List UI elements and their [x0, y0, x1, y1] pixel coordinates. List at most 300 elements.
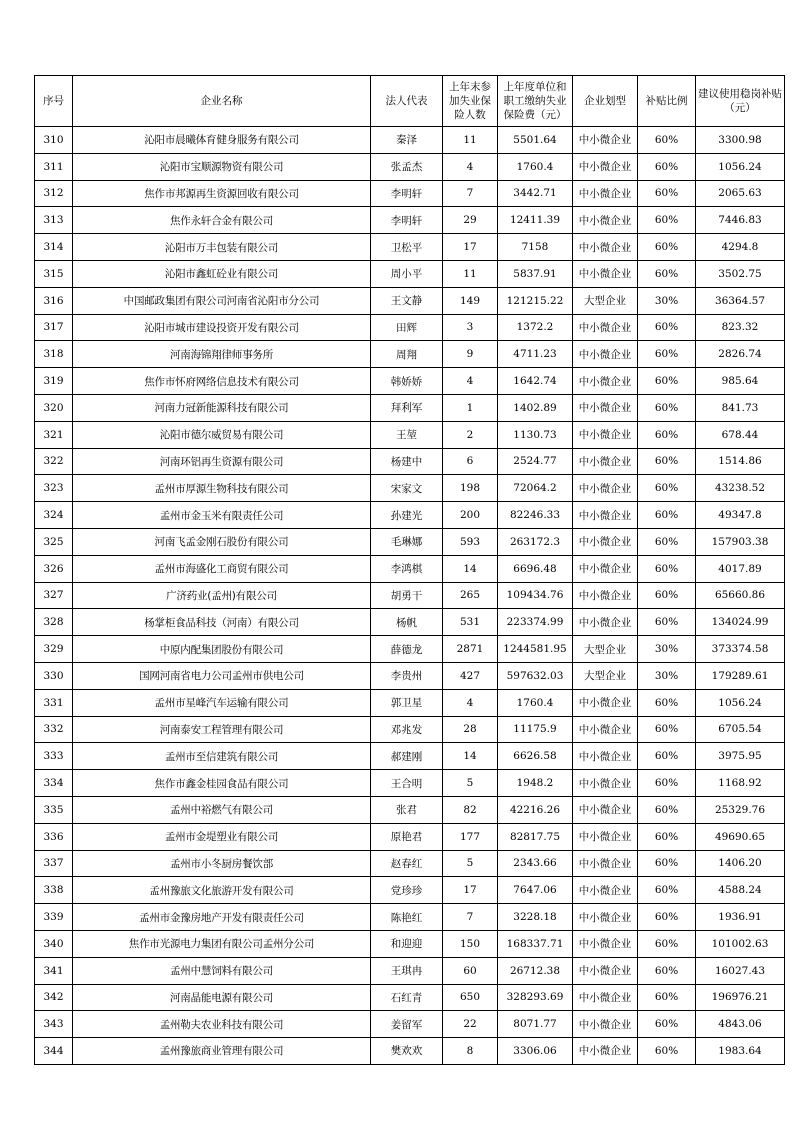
- index-cell: 332: [35, 716, 73, 743]
- subsidy-amount-cell: 49347.8: [696, 502, 785, 529]
- insured-count-cell: 427: [443, 662, 498, 689]
- premium-cell: 72064.2: [498, 475, 573, 502]
- subsidy-amount-cell: 3975.95: [696, 743, 785, 770]
- subsidy-ratio-cell: 60%: [638, 716, 696, 743]
- subsidy-amount-cell: 3300.98: [696, 127, 785, 154]
- index-cell: 320: [35, 394, 73, 421]
- legal-rep-cell: 周翔: [371, 341, 443, 368]
- enterprise-type-cell: 中小微企业: [573, 877, 638, 904]
- premium-cell: 1948.2: [498, 770, 573, 797]
- col-header-company: 企业名称: [73, 76, 371, 127]
- subsidy-ratio-cell: 60%: [638, 609, 696, 636]
- subsidy-amount-cell: 841.73: [696, 394, 785, 421]
- legal-rep-cell: 李明轩: [371, 180, 443, 207]
- company-name-cell: 孟州中慧饲料有限公司: [73, 957, 371, 984]
- insured-count-cell: 200: [443, 502, 498, 529]
- index-cell: 315: [35, 260, 73, 287]
- subsidy-ratio-cell: 60%: [638, 1011, 696, 1038]
- subsidy-amount-cell: 3502.75: [696, 260, 785, 287]
- legal-rep-cell: 和迎迎: [371, 930, 443, 957]
- insured-count-cell: 149: [443, 287, 498, 314]
- table-row: [35, 287, 785, 314]
- company-name-cell: 沁阳市鑫虹砼业有限公司: [73, 260, 371, 287]
- index-cell: 333: [35, 743, 73, 770]
- company-name-cell: 沁阳市万丰包装有限公司: [73, 234, 371, 261]
- header-row: [35, 76, 785, 127]
- enterprise-type-cell: 大型企业: [573, 636, 638, 663]
- premium-cell: 2524.77: [498, 448, 573, 475]
- company-name-cell: 焦作市邦源再生资源回收有限公司: [73, 180, 371, 207]
- enterprise-type-cell: 中小微企业: [573, 394, 638, 421]
- legal-rep-cell: 邓兆发: [371, 716, 443, 743]
- subsidy-amount-cell: 4017.89: [696, 555, 785, 582]
- index-cell: 342: [35, 984, 73, 1011]
- legal-rep-cell: 李贵州: [371, 662, 443, 689]
- index-cell: 328: [35, 609, 73, 636]
- premium-cell: 82817.75: [498, 823, 573, 850]
- enterprise-type-cell: 中小微企业: [573, 609, 638, 636]
- premium-cell: 3306.06: [498, 1038, 573, 1065]
- col-header-enterprise-type: 企业划型: [573, 76, 638, 127]
- subsidy-ratio-cell: 60%: [638, 528, 696, 555]
- legal-rep-cell: 原艳君: [371, 823, 443, 850]
- index-cell: 327: [35, 582, 73, 609]
- subsidy-ratio-cell: 60%: [638, 475, 696, 502]
- legal-rep-cell: 宋家文: [371, 475, 443, 502]
- enterprise-type-cell: 中小微企业: [573, 555, 638, 582]
- insured-count-cell: 1: [443, 394, 498, 421]
- premium-cell: 8071.77: [498, 1011, 573, 1038]
- subsidy-ratio-cell: 60%: [638, 877, 696, 904]
- index-cell: 330: [35, 662, 73, 689]
- legal-rep-cell: 党珍珍: [371, 877, 443, 904]
- insured-count-cell: 17: [443, 234, 498, 261]
- col-header-legal-rep: 法人代表: [371, 76, 443, 127]
- company-name-cell: 孟州市金堤塑业有限公司: [73, 823, 371, 850]
- legal-rep-cell: 孙建光: [371, 502, 443, 529]
- table-row: [35, 850, 785, 877]
- table-row: [35, 930, 785, 957]
- enterprise-type-cell: 中小微企业: [573, 475, 638, 502]
- table-row: [35, 394, 785, 421]
- company-name-cell: 杨掌柜食品科技（河南）有限公司: [73, 609, 371, 636]
- company-name-cell: 孟州豫旅文化旅游开发有限公司: [73, 877, 371, 904]
- legal-rep-cell: 毛琳娜: [371, 528, 443, 555]
- enterprise-type-cell: 中小微企业: [573, 341, 638, 368]
- subsidy-ratio-cell: 60%: [638, 314, 696, 341]
- premium-cell: 109434.76: [498, 582, 573, 609]
- table-row: [35, 1011, 785, 1038]
- index-cell: 341: [35, 957, 73, 984]
- insured-count-cell: 8: [443, 1038, 498, 1065]
- company-name-cell: 孟州豫旅商业管理有限公司: [73, 1038, 371, 1065]
- col-header-premium: 上年度单位和职工缴纳失业保险费（元）: [498, 76, 573, 127]
- insured-count-cell: 17: [443, 877, 498, 904]
- enterprise-type-cell: 大型企业: [573, 287, 638, 314]
- insured-count-cell: 593: [443, 528, 498, 555]
- subsidy-ratio-cell: 60%: [638, 421, 696, 448]
- company-name-cell: 焦作永轩合金有限公司: [73, 207, 371, 234]
- subsidy-table: [34, 75, 785, 1065]
- index-cell: 337: [35, 850, 73, 877]
- enterprise-type-cell: 中小微企业: [573, 207, 638, 234]
- subsidy-ratio-cell: 60%: [638, 207, 696, 234]
- insured-count-cell: 4: [443, 689, 498, 716]
- company-name-cell: 河南海锦翔律师事务所: [73, 341, 371, 368]
- enterprise-type-cell: 中小微企业: [573, 448, 638, 475]
- premium-cell: 263172.3: [498, 528, 573, 555]
- enterprise-type-cell: 中小微企业: [573, 127, 638, 154]
- subsidy-ratio-cell: 60%: [638, 260, 696, 287]
- enterprise-type-cell: 中小微企业: [573, 1038, 638, 1065]
- subsidy-amount-cell: 25329.76: [696, 796, 785, 823]
- legal-rep-cell: 王文静: [371, 287, 443, 314]
- enterprise-type-cell: 中小微企业: [573, 421, 638, 448]
- company-name-cell: 河南飞孟金刚石股份有限公司: [73, 528, 371, 555]
- enterprise-type-cell: 中小微企业: [573, 984, 638, 1011]
- company-name-cell: 国网河南省电力公司孟州市供电公司: [73, 662, 371, 689]
- legal-rep-cell: 韩娇娇: [371, 368, 443, 395]
- premium-cell: 26712.38: [498, 957, 573, 984]
- index-cell: 318: [35, 341, 73, 368]
- index-cell: 317: [35, 314, 73, 341]
- company-name-cell: 河南泰安工程管理有限公司: [73, 716, 371, 743]
- subsidy-ratio-cell: 60%: [638, 689, 696, 716]
- enterprise-type-cell: 中小微企业: [573, 689, 638, 716]
- enterprise-type-cell: 中小微企业: [573, 930, 638, 957]
- company-name-cell: 沁阳市宝顺源物资有限公司: [73, 153, 371, 180]
- premium-cell: 1642.74: [498, 368, 573, 395]
- subsidy-amount-cell: 1168.92: [696, 770, 785, 797]
- subsidy-ratio-cell: 60%: [638, 930, 696, 957]
- enterprise-type-cell: 中小微企业: [573, 260, 638, 287]
- subsidy-amount-cell: 2065.63: [696, 180, 785, 207]
- company-name-cell: 孟州市厚源生物科技有限公司: [73, 475, 371, 502]
- index-cell: 323: [35, 475, 73, 502]
- company-name-cell: 河南环铝再生资源有限公司: [73, 448, 371, 475]
- subsidy-amount-cell: 373374.58: [696, 636, 785, 663]
- table-row: [35, 770, 785, 797]
- table-row: [35, 1038, 785, 1065]
- col-header-subsidy-amount: 建议使用稳岗补贴（元）: [696, 76, 785, 127]
- subsidy-ratio-cell: 60%: [638, 957, 696, 984]
- subsidy-ratio-cell: 60%: [638, 341, 696, 368]
- index-cell: 322: [35, 448, 73, 475]
- table-row: [35, 260, 785, 287]
- enterprise-type-cell: 中小微企业: [573, 180, 638, 207]
- premium-cell: 82246.33: [498, 502, 573, 529]
- subsidy-ratio-cell: 60%: [638, 368, 696, 395]
- table-row: [35, 127, 785, 154]
- company-name-cell: 河南力冠新能源科技有限公司: [73, 394, 371, 421]
- insured-count-cell: 150: [443, 930, 498, 957]
- premium-cell: 7647.06: [498, 877, 573, 904]
- premium-cell: 3442.71: [498, 180, 573, 207]
- insured-count-cell: 6: [443, 448, 498, 475]
- legal-rep-cell: 拜利军: [371, 394, 443, 421]
- subsidy-ratio-cell: 60%: [638, 743, 696, 770]
- company-name-cell: 孟州市至信建筑有限公司: [73, 743, 371, 770]
- company-name-cell: 孟州市金豫房地产开发有限责任公司: [73, 904, 371, 931]
- subsidy-amount-cell: 1406.20: [696, 850, 785, 877]
- index-cell: 329: [35, 636, 73, 663]
- index-cell: 336: [35, 823, 73, 850]
- subsidy-amount-cell: 49690.65: [696, 823, 785, 850]
- subsidy-ratio-cell: 60%: [638, 770, 696, 797]
- legal-rep-cell: 郭卫星: [371, 689, 443, 716]
- enterprise-type-cell: 中小微企业: [573, 957, 638, 984]
- subsidy-amount-cell: 65660.86: [696, 582, 785, 609]
- legal-rep-cell: 杨帆: [371, 609, 443, 636]
- company-name-cell: 中原内配集团股份有限公司: [73, 636, 371, 663]
- index-cell: 340: [35, 930, 73, 957]
- subsidy-ratio-cell: 60%: [638, 448, 696, 475]
- index-cell: 319: [35, 368, 73, 395]
- subsidy-ratio-cell: 60%: [638, 555, 696, 582]
- subsidy-amount-cell: 179289.61: [696, 662, 785, 689]
- insured-count-cell: 7: [443, 904, 498, 931]
- subsidy-ratio-cell: 60%: [638, 502, 696, 529]
- index-cell: 314: [35, 234, 73, 261]
- premium-cell: 6696.48: [498, 555, 573, 582]
- subsidy-ratio-cell: 60%: [638, 823, 696, 850]
- enterprise-type-cell: 中小微企业: [573, 850, 638, 877]
- enterprise-type-cell: 中小微企业: [573, 743, 638, 770]
- insured-count-cell: 14: [443, 555, 498, 582]
- insured-count-cell: 3: [443, 314, 498, 341]
- enterprise-type-cell: 中小微企业: [573, 1011, 638, 1038]
- insured-count-cell: 650: [443, 984, 498, 1011]
- insured-count-cell: 29: [443, 207, 498, 234]
- table-row: [35, 609, 785, 636]
- premium-cell: 1372.2: [498, 314, 573, 341]
- company-name-cell: 沁阳市城市建设投资开发有限公司: [73, 314, 371, 341]
- premium-cell: 223374.99: [498, 609, 573, 636]
- col-header-index: 序号: [35, 76, 73, 127]
- index-cell: 343: [35, 1011, 73, 1038]
- insured-count-cell: 2871: [443, 636, 498, 663]
- insured-count-cell: 60: [443, 957, 498, 984]
- enterprise-type-cell: 中小微企业: [573, 716, 638, 743]
- subsidy-amount-cell: 196976.21: [696, 984, 785, 1011]
- subsidy-amount-cell: 1056.24: [696, 153, 785, 180]
- company-name-cell: 焦作市怀府网络信息技术有限公司: [73, 368, 371, 395]
- insured-count-cell: 177: [443, 823, 498, 850]
- subsidy-amount-cell: 43238.52: [696, 475, 785, 502]
- premium-cell: 121215.22: [498, 287, 573, 314]
- subsidy-ratio-cell: 30%: [638, 636, 696, 663]
- subsidy-amount-cell: 36364.57: [696, 287, 785, 314]
- legal-rep-cell: 卫松平: [371, 234, 443, 261]
- insured-count-cell: 22: [443, 1011, 498, 1038]
- insured-count-cell: 11: [443, 260, 498, 287]
- table-row: [35, 582, 785, 609]
- legal-rep-cell: 姜留军: [371, 1011, 443, 1038]
- table-row: [35, 662, 785, 689]
- company-name-cell: 孟州市海盛化工商贸有限公司: [73, 555, 371, 582]
- insured-count-cell: 265: [443, 582, 498, 609]
- insured-count-cell: 9: [443, 341, 498, 368]
- table-row: [35, 448, 785, 475]
- legal-rep-cell: 张君: [371, 796, 443, 823]
- premium-cell: 5837.91: [498, 260, 573, 287]
- table-row: [35, 823, 785, 850]
- legal-rep-cell: 王琪冉: [371, 957, 443, 984]
- insured-count-cell: 2: [443, 421, 498, 448]
- premium-cell: 3228.18: [498, 904, 573, 931]
- enterprise-type-cell: 中小微企业: [573, 153, 638, 180]
- company-name-cell: 焦作市光源电力集团有限公司孟州分公司: [73, 930, 371, 957]
- company-name-cell: 广济药业(孟州)有限公司: [73, 582, 371, 609]
- col-header-insured-count: 上年末参加失业保险人数: [443, 76, 498, 127]
- premium-cell: 1760.4: [498, 153, 573, 180]
- subsidy-ratio-cell: 30%: [638, 662, 696, 689]
- legal-rep-cell: 张孟杰: [371, 153, 443, 180]
- table-row: [35, 689, 785, 716]
- subsidy-amount-cell: 985.64: [696, 368, 785, 395]
- premium-cell: 11175.9: [498, 716, 573, 743]
- enterprise-type-cell: 中小微企业: [573, 823, 638, 850]
- insured-count-cell: 11: [443, 127, 498, 154]
- table-row: [35, 904, 785, 931]
- index-cell: 344: [35, 1038, 73, 1065]
- company-name-cell: 孟州市金玉米有限责任公司: [73, 502, 371, 529]
- enterprise-type-cell: 大型企业: [573, 662, 638, 689]
- insured-count-cell: 7: [443, 180, 498, 207]
- subsidy-amount-cell: 1514.86: [696, 448, 785, 475]
- table-row: [35, 984, 785, 1011]
- premium-cell: 6626.58: [498, 743, 573, 770]
- legal-rep-cell: 杨建中: [371, 448, 443, 475]
- subsidy-amount-cell: 1936.91: [696, 904, 785, 931]
- company-name-cell: 孟州中裕燃气有限公司: [73, 796, 371, 823]
- company-name-cell: 沁阳市德尔威贸易有限公司: [73, 421, 371, 448]
- premium-cell: 12411.39: [498, 207, 573, 234]
- table-row: [35, 796, 785, 823]
- enterprise-type-cell: 中小微企业: [573, 314, 638, 341]
- premium-cell: 5501.64: [498, 127, 573, 154]
- table-row: [35, 716, 785, 743]
- insured-count-cell: 5: [443, 770, 498, 797]
- table-row: [35, 153, 785, 180]
- table-row: [35, 877, 785, 904]
- subsidy-amount-cell: 823.32: [696, 314, 785, 341]
- enterprise-type-cell: 中小微企业: [573, 904, 638, 931]
- table-row: [35, 743, 785, 770]
- subsidy-ratio-cell: 60%: [638, 582, 696, 609]
- premium-cell: 4711.23: [498, 341, 573, 368]
- index-cell: 313: [35, 207, 73, 234]
- premium-cell: 597632.03: [498, 662, 573, 689]
- company-name-cell: 河南晶能电源有限公司: [73, 984, 371, 1011]
- index-cell: 311: [35, 153, 73, 180]
- enterprise-type-cell: 中小微企业: [573, 582, 638, 609]
- insured-count-cell: 28: [443, 716, 498, 743]
- legal-rep-cell: 王合明: [371, 770, 443, 797]
- table-row: [35, 207, 785, 234]
- table-row: [35, 180, 785, 207]
- premium-cell: 1244581.95: [498, 636, 573, 663]
- table-row: [35, 528, 785, 555]
- table-row: [35, 234, 785, 261]
- insured-count-cell: 82: [443, 796, 498, 823]
- premium-cell: 7158: [498, 234, 573, 261]
- premium-cell: 328293.69: [498, 984, 573, 1011]
- legal-rep-cell: 赵春红: [371, 850, 443, 877]
- index-cell: 334: [35, 770, 73, 797]
- subsidy-ratio-cell: 60%: [638, 984, 696, 1011]
- legal-rep-cell: 胡勇干: [371, 582, 443, 609]
- subsidy-ratio-cell: 30%: [638, 287, 696, 314]
- premium-cell: 1760.4: [498, 689, 573, 716]
- index-cell: 316: [35, 287, 73, 314]
- index-cell: 331: [35, 689, 73, 716]
- insured-count-cell: 4: [443, 153, 498, 180]
- company-name-cell: 孟州市小冬厨房餐饮部: [73, 850, 371, 877]
- insured-count-cell: 198: [443, 475, 498, 502]
- subsidy-amount-cell: 16027.43: [696, 957, 785, 984]
- index-cell: 324: [35, 502, 73, 529]
- enterprise-type-cell: 中小微企业: [573, 368, 638, 395]
- insured-count-cell: 4: [443, 368, 498, 395]
- subsidy-ratio-cell: 60%: [638, 234, 696, 261]
- legal-rep-cell: 王堃: [371, 421, 443, 448]
- subsidy-ratio-cell: 60%: [638, 180, 696, 207]
- premium-cell: 2343.66: [498, 850, 573, 877]
- premium-cell: 1130.73: [498, 421, 573, 448]
- subsidy-amount-cell: 4294.8: [696, 234, 785, 261]
- insured-count-cell: 531: [443, 609, 498, 636]
- table-row: [35, 341, 785, 368]
- subsidy-amount-cell: 134024.99: [696, 609, 785, 636]
- subsidy-amount-cell: 4843.06: [696, 1011, 785, 1038]
- subsidy-amount-cell: 1056.24: [696, 689, 785, 716]
- subsidy-amount-cell: 678.44: [696, 421, 785, 448]
- enterprise-type-cell: 中小微企业: [573, 796, 638, 823]
- company-name-cell: 焦作市鑫金桂园食品有限公司: [73, 770, 371, 797]
- legal-rep-cell: 周小平: [371, 260, 443, 287]
- index-cell: 310: [35, 127, 73, 154]
- subsidy-ratio-cell: 60%: [638, 796, 696, 823]
- index-cell: 321: [35, 421, 73, 448]
- legal-rep-cell: 石红青: [371, 984, 443, 1011]
- company-name-cell: 中国邮政集团有限公司河南省沁阳市分公司: [73, 287, 371, 314]
- index-cell: 338: [35, 877, 73, 904]
- col-header-subsidy-ratio: 补贴比例: [638, 76, 696, 127]
- subsidy-amount-cell: 2826.74: [696, 341, 785, 368]
- index-cell: 339: [35, 904, 73, 931]
- subsidy-amount-cell: 4588.24: [696, 877, 785, 904]
- enterprise-type-cell: 中小微企业: [573, 234, 638, 261]
- subsidy-ratio-cell: 60%: [638, 1038, 696, 1065]
- table-row: [35, 421, 785, 448]
- legal-rep-cell: 薛德龙: [371, 636, 443, 663]
- insured-count-cell: 14: [443, 743, 498, 770]
- index-cell: 326: [35, 555, 73, 582]
- subsidy-ratio-cell: 60%: [638, 127, 696, 154]
- subsidy-amount-cell: 1983.64: [696, 1038, 785, 1065]
- enterprise-type-cell: 中小微企业: [573, 528, 638, 555]
- table-row: [35, 957, 785, 984]
- subsidy-ratio-cell: 60%: [638, 394, 696, 421]
- enterprise-type-cell: 中小微企业: [573, 770, 638, 797]
- subsidy-ratio-cell: 60%: [638, 850, 696, 877]
- legal-rep-cell: 李鸿棋: [371, 555, 443, 582]
- subsidy-ratio-cell: 60%: [638, 904, 696, 931]
- table-row: [35, 636, 785, 663]
- premium-cell: 42216.26: [498, 796, 573, 823]
- subsidy-amount-cell: 6705.54: [696, 716, 785, 743]
